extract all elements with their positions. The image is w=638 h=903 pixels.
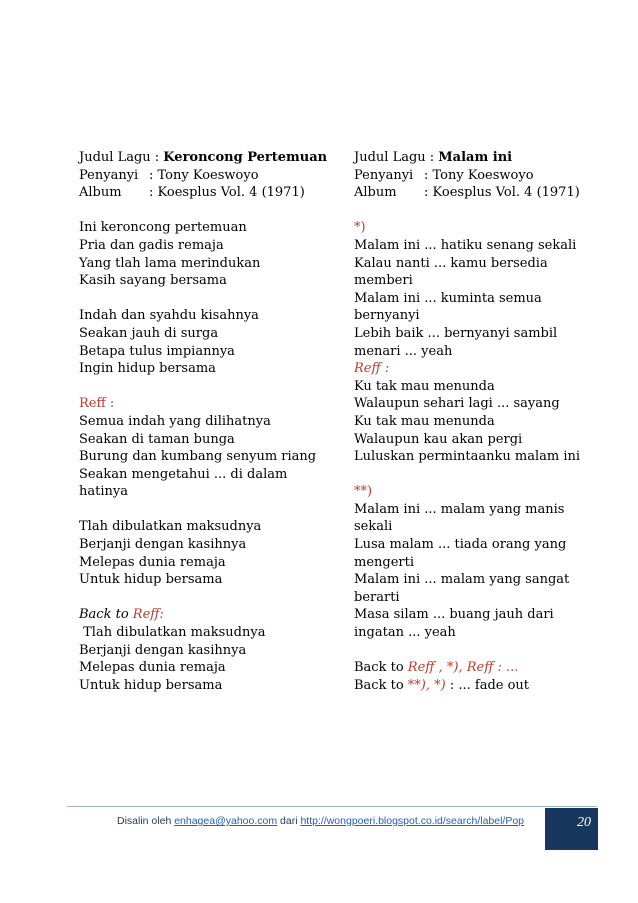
lyric-line: hatinya [79, 484, 128, 500]
lyric-line: Pria dan gadis remaja [79, 237, 224, 253]
footer-middle: dari [277, 815, 301, 827]
song-title: Keroncong Pertemuan [163, 150, 328, 165]
part-2 [354, 501, 589, 642]
lyric-line: bernyanyi [354, 308, 420, 324]
back-to-line-1 [354, 659, 589, 677]
lyric-line: berarti [354, 589, 400, 605]
lyric-line: Kalau nanti ... kamu bersedia [354, 255, 548, 271]
verse-1 [79, 219, 329, 289]
singer-line [354, 167, 589, 185]
song-left [79, 149, 329, 694]
lyric-line: Ku tak mau menunda [354, 378, 495, 394]
title-label: Judul Lagu : [79, 150, 164, 165]
album-label: Album [79, 185, 122, 201]
lyric-line: Luluskan permintaanku malam ini [354, 449, 581, 465]
lyric-line: Semua indah yang dilihatnya [79, 413, 271, 429]
lyric-line: Malam ini ... malam yang manis [354, 501, 565, 517]
verse-3 [79, 518, 329, 588]
lyric-line: Burung dan kumbang senyum riang [79, 449, 317, 465]
lyric-line: sekali [354, 519, 393, 535]
lyric-line: Tlah dibulatkan maksudnya [79, 519, 262, 535]
page-number: 20 [577, 815, 591, 830]
lyric-line: memberi [354, 273, 413, 289]
reff-verse [354, 378, 589, 466]
singer-value: : Tony Koeswoyo [424, 167, 534, 183]
lyric-line: menari ... yeah [354, 343, 453, 359]
lyric-line: ingatan ... yeah [354, 625, 456, 641]
lyric-line: Berjanji dengan kasihnya [79, 642, 247, 658]
singer-value: : Tony Koeswoyo [149, 167, 259, 183]
lyric-line: Seakan di taman bunga [79, 431, 235, 447]
lyric-line: Malam ini ... malam yang sangat [354, 572, 570, 588]
lyric-line: Berjanji dengan kasihnya [79, 537, 247, 553]
footer-email-link[interactable]: enhagea@yahoo.com [174, 815, 278, 827]
lyric-line: Melepas dunia remaja [79, 554, 226, 570]
reff-verse [79, 413, 329, 501]
lyric-line: Walaupun sehari lagi ... sayang [354, 396, 560, 412]
song-right [354, 149, 589, 694]
back-to-text: Back to [79, 607, 133, 623]
footer-prefix: Disalin oleh [117, 815, 175, 827]
song-title-line [354, 149, 589, 167]
footer-url-link[interactable]: http://wongpoeri.blogspot.co.id/search/label/Pop [300, 815, 525, 827]
reff-label: Reff : [79, 396, 115, 412]
back-to-reff [79, 606, 329, 624]
verse-2 [79, 307, 329, 377]
lyric-line: Betapa tulus impiannya [79, 343, 235, 359]
lyric-line: Ini keroncong pertemuan [79, 220, 247, 236]
back-to-line-2 [354, 677, 589, 695]
lyric-line: Seakan jauh di surga [79, 325, 219, 341]
back-to-text: Back to [354, 660, 408, 676]
album-value: : Koesplus Vol. 4 (1971) [149, 185, 305, 201]
part-1 [354, 237, 589, 360]
album-line [354, 184, 589, 202]
verse-4 [79, 624, 329, 694]
back-to-marks-red: **), *) [407, 677, 446, 693]
lyric-line: Masa silam ... buang jauh dari [354, 607, 554, 623]
footer-credit [117, 815, 524, 827]
lyric-line: Yang tlah lama merindukan [79, 255, 261, 271]
singer-label: Penyanyi [79, 167, 139, 183]
fade-out-text: : ... fade out [445, 677, 530, 693]
lyric-line: Ingin hidup bersama [79, 361, 216, 377]
album-value: : Koesplus Vol. 4 (1971) [424, 185, 580, 201]
singer-label: Penyanyi [354, 167, 414, 183]
lyric-line: Malam ini ... hatiku senang sekali [354, 237, 577, 253]
lyric-line: Lusa malam ... tiada orang yang [354, 537, 567, 553]
lyric-line: Seakan mengetahui ... di dalam [79, 466, 288, 482]
album-line [79, 184, 329, 202]
lyric-line: Melepas dunia remaja [79, 660, 226, 676]
song-title: Malam ini [438, 150, 513, 165]
song-title-line [79, 149, 329, 167]
lyric-line: Untuk hidup bersama [79, 677, 223, 693]
lyric-line: Walaupun kau akan pergi [354, 431, 523, 447]
lyric-line: Lebih baik ... bernyanyi sambil [354, 325, 558, 341]
reff-label: Reff : [354, 361, 390, 377]
lyric-line: Ku tak mau menunda [354, 413, 495, 429]
lyric-line: Malam ini ... kuminta semua [354, 290, 542, 306]
title-label: Judul Lagu : [354, 150, 439, 165]
back-to-reff-red: Reff: [132, 607, 164, 623]
section-mark-1: *) [354, 220, 366, 236]
lyric-line: mengerti [354, 554, 415, 570]
section-mark-2: **) [354, 484, 373, 500]
lyric-line: Indah dan syahdu kisahnya [79, 308, 259, 324]
lyric-line: Tlah dibulatkan maksudnya [79, 625, 266, 641]
footer-divider [67, 806, 597, 807]
back-to-text: Back to [354, 677, 408, 693]
lyric-line: Untuk hidup bersama [79, 572, 223, 588]
back-to-sections-red: Reff , *), Reff : ... [407, 660, 519, 676]
lyric-line: Kasih sayang bersama [79, 273, 227, 289]
singer-line [79, 167, 329, 185]
album-label: Album [354, 185, 397, 201]
